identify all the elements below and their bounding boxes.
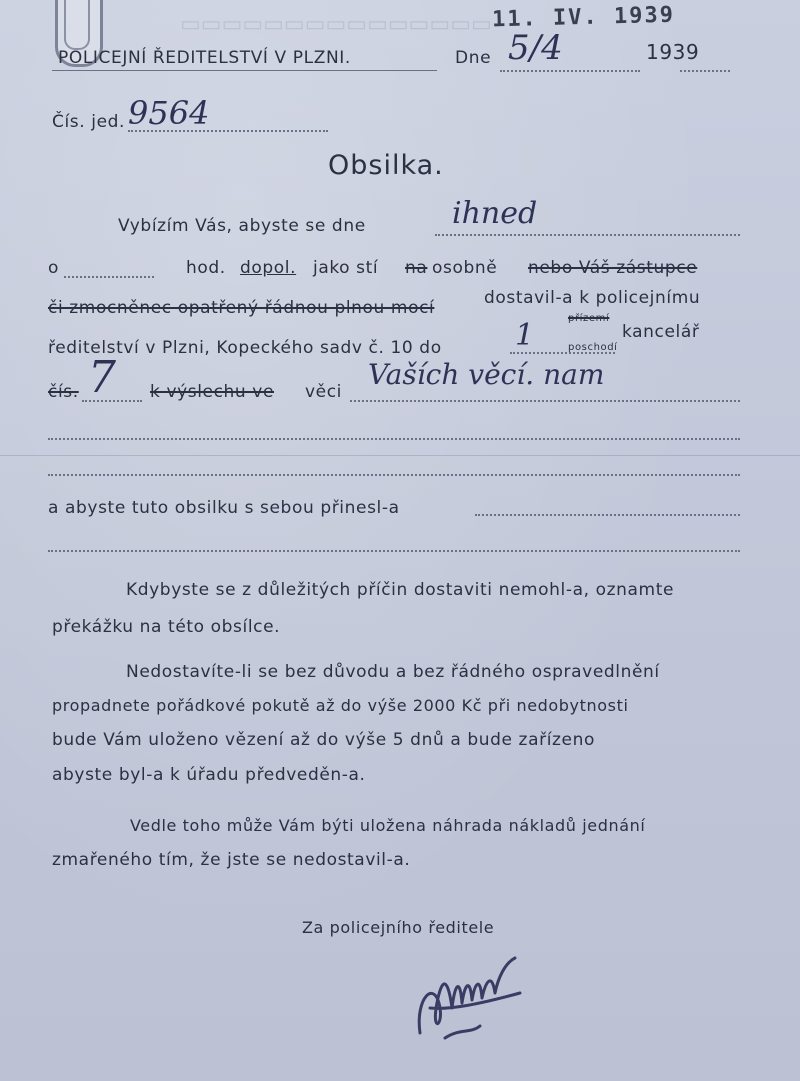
signer-label: Za policejního ředitele [302,918,495,937]
date-dotted-line [500,70,640,72]
date-year: 1939 [646,40,700,64]
body-line-3-authorized-struck: či zmocněnec opatřený řádnou plnou mocí [48,298,435,318]
office-number-handwritten: 7 [88,352,116,403]
appointment-day-dotted-line [435,234,740,236]
received-date-stamp: 11. IV. 1939 [491,2,676,33]
date-label: Dne [455,48,492,68]
matter-handwritten: Vaších věcí. nam [368,358,605,391]
paragraph-2-line-3: bude Vám uloženo vězení až do výše 5 dnů a bude zařízeno [52,730,595,750]
body-line-2-osobne: osobně [432,258,498,278]
body-line-1: Vybízím Vás, abyste se dne [118,216,366,236]
paragraph-1-line-1: Kdybyste se z důležitých příčin dostaviti nemohl-a, oznamte [126,580,675,600]
year-dotted-line [680,70,730,72]
hour-dotted-line [64,276,154,278]
bring-dotted-line [475,514,740,516]
paragraph-1-line-2: překážku na této obsílce. [52,617,281,637]
matter-label: věci [305,382,342,402]
office-number-label: čís. [48,382,79,402]
paragraph-2-line-1: Nedostavíte-li se bez důvodu a bez řádného ospravedlnění [126,662,660,682]
signature-scribble-icon [410,938,540,1048]
blank-dotted-line-2 [48,474,740,476]
reference-dotted-line [128,130,328,132]
matter-dotted-line [350,400,740,402]
paragraph-3-line-2: zmařeného tím, že jste se nedostavil-a. [52,850,411,870]
body-line-bring-summons: a abyste tuto obsilku s sebou přinesl-a [48,498,400,518]
body-line-3-rest: dostavil-a k policejnímu [484,288,701,308]
paragraph-2-line-2: propadnete pořádkové pokutě až do výše 2000 Kč při nedobytnosti [52,696,629,715]
interrogation-struck: k výslechu ve [150,382,275,402]
body-line-2-na: na [405,258,428,278]
document-title: Obsilka. [328,150,444,181]
reference-label: Čís. jed. [52,112,126,132]
office-heading: POLICEJNÍ ŘEDITELSTVÍ V PLZNI. [58,48,351,68]
reference-number: 9564 [128,94,210,132]
office-label: kancelář [622,322,700,342]
body-line-2-jako: jako stí [313,258,379,278]
body-line-2-hod: hod. [186,258,226,278]
floor-ground-struck: přízemí [568,313,610,324]
date-handwritten: 5/4 [508,28,563,68]
body-line-2-o: o [48,258,60,278]
blank-dotted-line-1 [48,438,740,440]
body-line-2-representative: nebo Váš zástupce [528,258,698,278]
body-line-2-dopol: dopol. [240,258,297,278]
office-underline [52,70,437,71]
office-number-dotted-line [82,400,142,402]
paper-clip-inner-icon [64,0,90,50]
blank-dotted-line-3 [48,550,740,552]
bleed-through-mark: ▭▭▭▭▭▭▭▭▭▭▭▭▭▭▭ [180,12,492,37]
paragraph-3-line-1: Vedle toho může Vám býti uložena náhrada nákladů jednání [130,816,646,835]
paragraph-2-line-4: abyste byl-a k úřadu předveděn-a. [52,765,366,785]
fold-line [0,455,800,456]
appointment-day-handwritten: ihned [452,196,538,231]
floor-upper-label: poschodí [568,342,618,353]
body-line-4-address: ředitelství v Plzni, Kopeckého sadv č. 10 do [48,338,442,358]
floor-handwritten: 1 [515,318,535,353]
